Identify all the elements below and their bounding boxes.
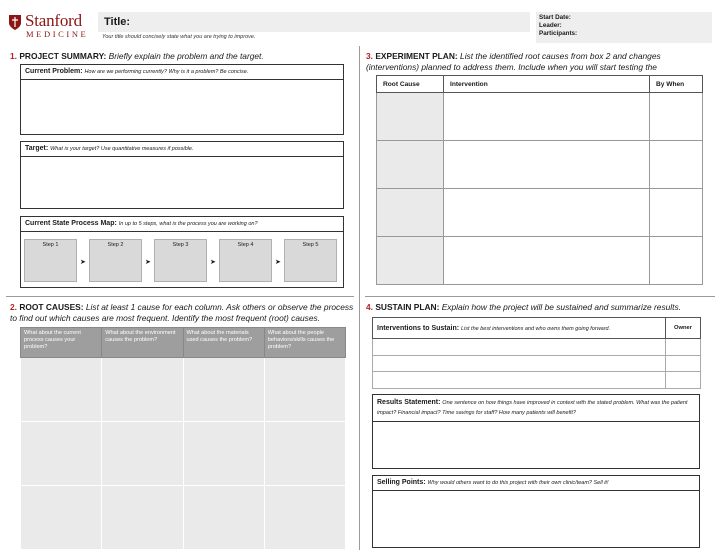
cause-cell[interactable] bbox=[102, 358, 183, 422]
cause-cell[interactable] bbox=[21, 358, 102, 422]
intervention-header: Intervention bbox=[444, 76, 650, 93]
cause-cell[interactable] bbox=[21, 486, 102, 550]
section-3-title: 3. EXPERIMENT PLAN: List the identified root causes from box 2 and changes (interventions) planned to address them. Include when you will start testing the bbox=[366, 51, 661, 72]
intervention-cell[interactable] bbox=[373, 339, 666, 356]
step-box[interactable]: Step 2 bbox=[89, 239, 142, 282]
cause-cell[interactable] bbox=[21, 422, 102, 486]
intervention-cell[interactable] bbox=[373, 372, 666, 389]
cause-cell[interactable] bbox=[102, 486, 183, 550]
arrow-icon: ➤ bbox=[80, 259, 86, 266]
root-cause-cell[interactable] bbox=[377, 237, 444, 285]
column-header: What about the environment causes the problem? bbox=[102, 328, 183, 358]
root-cause-cell[interactable] bbox=[377, 93, 444, 141]
leader-label: Leader: bbox=[539, 22, 562, 30]
section-2-title: 2. ROOT CAUSES: List at least 1 cause for each column. Ask others or observe the process to find out which causes are most frequent. Identify the most frequent (root) causes. bbox=[10, 302, 354, 323]
table-row bbox=[21, 358, 346, 422]
vertical-divider bbox=[359, 46, 360, 550]
process-map-header: Current State Process Map: In up to 5 steps, what is the process you are working on? bbox=[21, 217, 343, 232]
current-problem-box[interactable] bbox=[20, 64, 344, 135]
arrow-icon: ➤ bbox=[210, 259, 216, 266]
right-divider bbox=[365, 296, 715, 297]
shield-icon bbox=[8, 14, 22, 31]
column-header: What about the materials used causes the problem? bbox=[183, 328, 264, 358]
intervention-cell[interactable] bbox=[444, 93, 650, 141]
arrow-icon: ➤ bbox=[145, 259, 151, 266]
cause-cell[interactable] bbox=[183, 422, 264, 486]
participants-label: Participants: bbox=[539, 30, 578, 38]
section-1-title: 1. PROJECT SUMMARY: Briefly explain the problem and the target. bbox=[10, 51, 264, 61]
column-header: What about the current process causes your problem? bbox=[21, 328, 102, 358]
cause-cell[interactable] bbox=[264, 422, 345, 486]
table-header-row bbox=[373, 318, 701, 339]
cause-cell[interactable] bbox=[264, 486, 345, 550]
by-when-cell[interactable] bbox=[650, 141, 703, 189]
title-hint: Your title should concisely state what you are trying to improve. bbox=[102, 34, 256, 40]
by-when-cell[interactable] bbox=[650, 189, 703, 237]
results-header: Results Statement: One sentence on how things have improved in context with the stated problem. What was the patient impact? Financial impact? Time savings for staff? How many patients will benefit? bbox=[373, 395, 699, 422]
logo-sub: MEDICINE bbox=[26, 29, 89, 39]
owner-header: Owner bbox=[666, 318, 701, 339]
stanford-medicine-logo bbox=[8, 12, 90, 42]
selling-header: Selling Points: Why would others want to do this project with their own clinic/team? Sell it! bbox=[373, 476, 699, 491]
cause-cell[interactable] bbox=[102, 422, 183, 486]
section-4-title: 4. SUSTAIN PLAN: Explain how the project will be sustained and summarize results. bbox=[366, 302, 681, 312]
cause-cell[interactable] bbox=[183, 486, 264, 550]
intervention-cell[interactable] bbox=[444, 189, 650, 237]
table-row bbox=[373, 372, 701, 389]
title-label: Title: bbox=[104, 16, 131, 28]
cause-cell[interactable] bbox=[264, 358, 345, 422]
root-cause-header: Root Cause bbox=[377, 76, 444, 93]
by-when-header: By When bbox=[650, 76, 703, 93]
table-row bbox=[377, 189, 703, 237]
intervention-cell[interactable] bbox=[373, 355, 666, 372]
cause-cell[interactable] bbox=[183, 358, 264, 422]
table-header-row bbox=[21, 328, 346, 358]
table-row bbox=[373, 339, 701, 356]
intervention-cell[interactable] bbox=[444, 237, 650, 285]
interventions-header: Interventions to Sustain: List the best interventions and who owns them going forward. bbox=[373, 318, 666, 339]
table-header-row bbox=[377, 76, 703, 93]
table-row bbox=[373, 355, 701, 372]
target-box[interactable] bbox=[20, 141, 344, 209]
by-when-cell[interactable] bbox=[650, 93, 703, 141]
table-row bbox=[21, 422, 346, 486]
owner-cell[interactable] bbox=[666, 372, 701, 389]
root-cause-cell[interactable] bbox=[377, 141, 444, 189]
step-box[interactable]: Step 3 bbox=[154, 239, 207, 282]
title-field[interactable] bbox=[98, 12, 530, 32]
step-box[interactable]: Step 4 bbox=[219, 239, 272, 282]
arrow-icon: ➤ bbox=[275, 259, 281, 266]
step-box[interactable]: Step 5 bbox=[284, 239, 337, 282]
table-row bbox=[377, 141, 703, 189]
sustain-interventions-table bbox=[372, 317, 701, 389]
owner-cell[interactable] bbox=[666, 339, 701, 356]
table-row bbox=[377, 237, 703, 285]
logo-brand: Stanford bbox=[25, 11, 82, 30]
table-row bbox=[377, 93, 703, 141]
table-row bbox=[21, 486, 346, 550]
results-statement-box[interactable] bbox=[372, 394, 700, 469]
root-causes-table bbox=[20, 327, 346, 550]
root-cause-cell[interactable] bbox=[377, 189, 444, 237]
current-problem-header: Current Problem: How are we performing currently? Why is it a problem? Be concise. bbox=[21, 65, 343, 80]
column-header: What about the people behaviors/skills causes the problem? bbox=[264, 328, 345, 358]
selling-points-box[interactable] bbox=[372, 475, 700, 548]
step-box[interactable]: Step 1 bbox=[24, 239, 77, 282]
project-meta[interactable] bbox=[536, 12, 712, 43]
intervention-cell[interactable] bbox=[444, 141, 650, 189]
left-divider bbox=[6, 296, 354, 297]
by-when-cell[interactable] bbox=[650, 237, 703, 285]
experiment-plan-table bbox=[376, 75, 703, 285]
owner-cell[interactable] bbox=[666, 355, 701, 372]
target-header: Target: What is your target? Use quantitative measures if possible. bbox=[21, 142, 343, 157]
start-date-label: Start Date: bbox=[539, 14, 571, 21]
